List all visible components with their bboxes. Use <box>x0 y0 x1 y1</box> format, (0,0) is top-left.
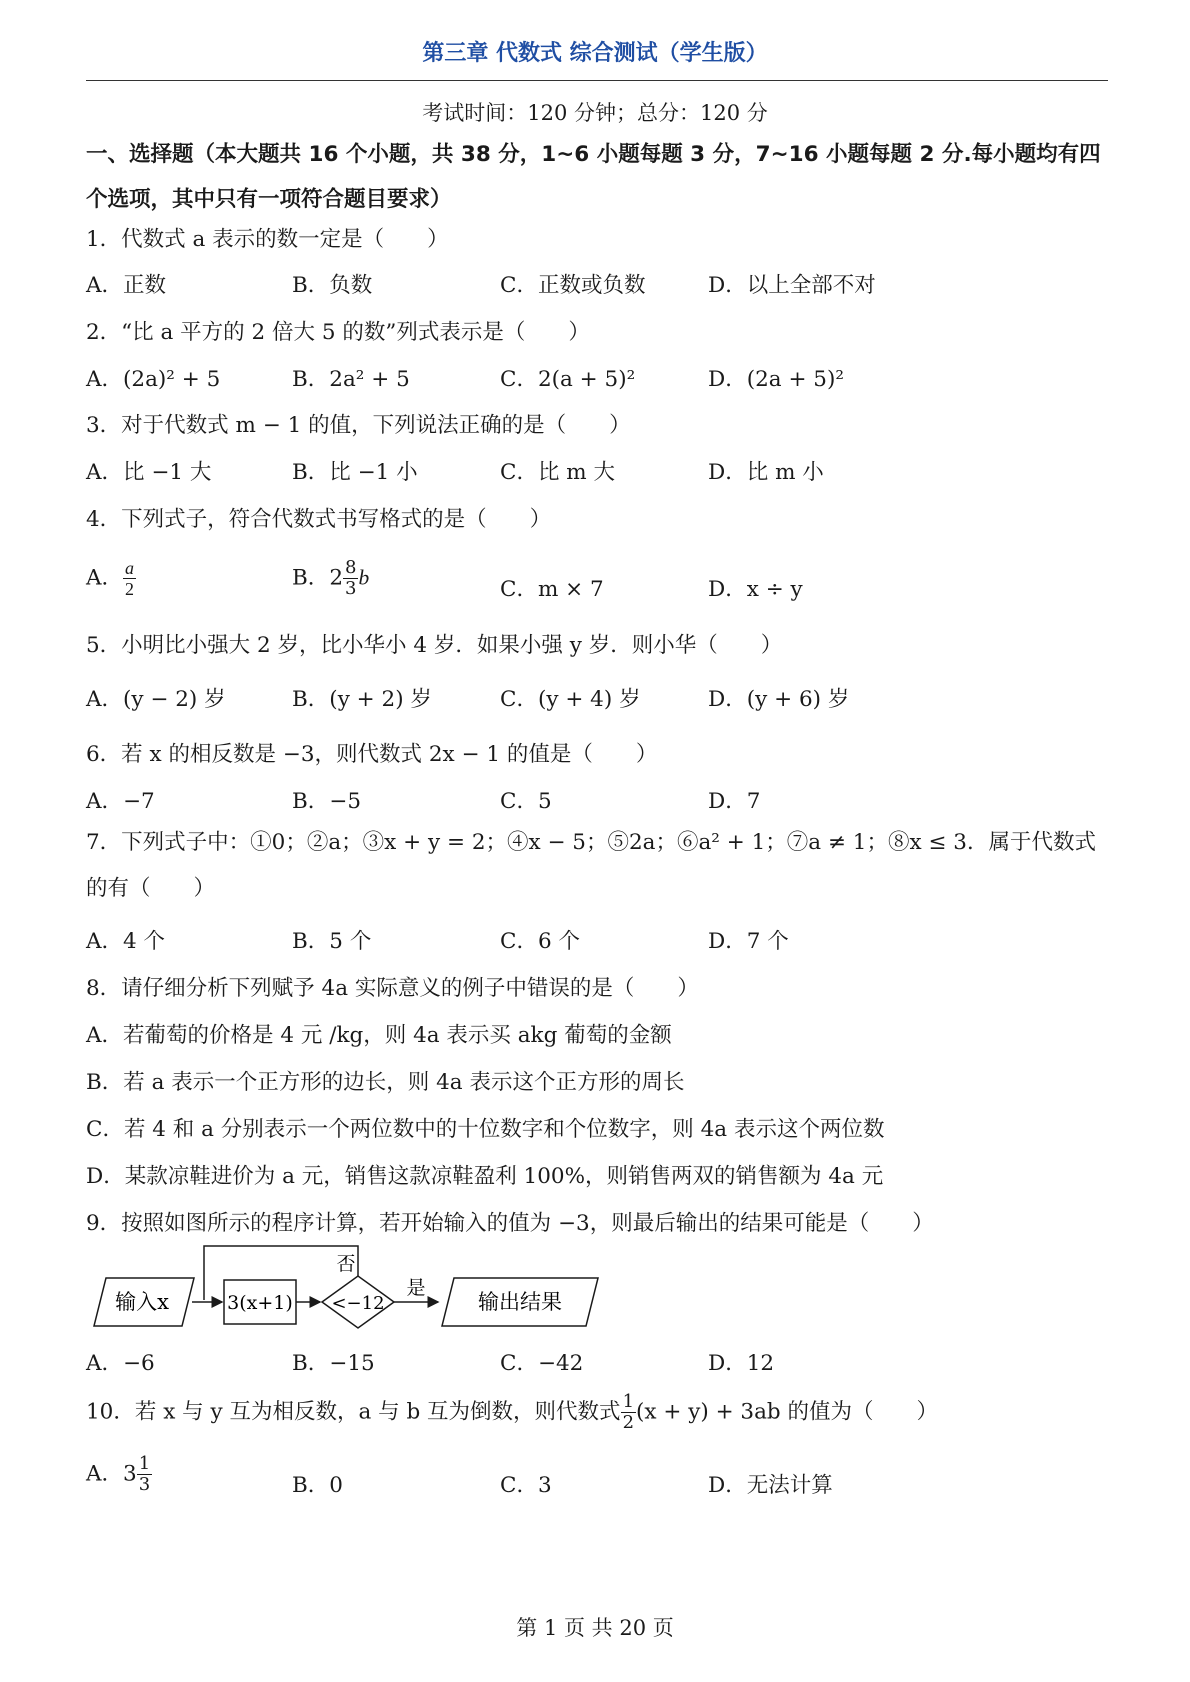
q10-option-b: B．0 <box>292 1473 343 1498</box>
q4-option-c: C．m × 7 <box>500 577 604 602</box>
fraction-denominator: 2 <box>125 579 135 599</box>
question-4-stem: 4．下列式子，符合代数式书写格式的是（ ） <box>86 507 552 532</box>
q10-option-a <box>86 1454 152 1495</box>
q5-option-c: C．(y + 4) 岁 <box>500 687 641 712</box>
q10-stem-prefix: 10．若 x 与 y 互为相反数，a 与 b 互为倒数，则代数式 <box>86 1399 621 1425</box>
q7-option-b: B．5 个 <box>292 929 372 954</box>
question-7-stem: 7．下列式子中：①0；②a；③x + y = 2；④x − 5；⑤2a；⑥a² + 1；⑦a ≠ 1；⑧x ≤ 3．属于代数式的有（ ） <box>86 830 1096 901</box>
fraction-denominator: 3 <box>138 1474 151 1495</box>
q6-option-a: A．−7 <box>86 789 155 814</box>
q2-option-c: C．2(a + 5)² <box>500 367 636 392</box>
q4-option-a-fraction <box>123 558 136 599</box>
q9-option-d: D．12 <box>708 1351 775 1376</box>
page-footer: 第 1 页 共 20 页 <box>516 1616 674 1640</box>
q10-option-a-label: A． <box>86 1461 124 1487</box>
q9-option-c: C．−42 <box>500 1351 584 1376</box>
input-label: 输入x <box>115 1290 169 1314</box>
output-label: 输出结果 <box>478 1290 562 1314</box>
no-label: 否 <box>336 1253 356 1275</box>
q10-option-d: D．无法计算 <box>708 1473 833 1498</box>
q6-option-c: C．5 <box>500 789 552 814</box>
question-10-stem <box>86 1392 938 1433</box>
q4-option-a-label: A． <box>86 565 124 591</box>
condition-label: <−12 <box>331 1293 385 1314</box>
q8-option-d: D．某款凉鞋进价为 a 元，销售这款凉鞋盈利 100%，则销售两双的销售额为 4a 元 <box>86 1164 884 1189</box>
q4-option-b-fraction <box>343 558 358 599</box>
fraction-numerator: 1 <box>622 1391 635 1412</box>
q6-option-b: B．−5 <box>292 789 361 814</box>
q2-option-a: A．(2a)² + 5 <box>86 367 221 392</box>
q7-option-a: A．4 个 <box>86 929 166 954</box>
document-title: 第三章 代数式 综合测试（学生版） <box>422 41 768 66</box>
q2-option-d: D．(2a + 5)² <box>708 367 844 392</box>
q5-option-d: D．(y + 6) 岁 <box>708 687 850 712</box>
q10-stem-fraction <box>621 1392 636 1433</box>
q10-option-a-fraction <box>137 1454 152 1495</box>
header-divider <box>86 80 1108 81</box>
fraction-numerator: a <box>125 558 135 578</box>
exam-info: 考试时间：120 分钟；总分：120 分 <box>422 101 768 125</box>
q6-option-d: D．7 <box>708 789 761 814</box>
section-heading: 一、选择题（本大题共 16 个小题，共 38 分，1~6 小题每题 3 分，7~16 小题每题 2 分.每小题均有四个选项，其中只有一项符合题目要求） <box>86 142 1101 212</box>
question-9-stem: 9．按照如图所示的程序计算，若开始输入的值为 −3，则最后输出的结果可能是（ ） <box>86 1211 934 1236</box>
q7-option-c: C．6 个 <box>500 929 580 954</box>
question-8-stem: 8．请仔细分析下列赋予 4a 实际意义的例子中错误的是（ ） <box>86 976 699 1001</box>
q10-option-c: C．3 <box>500 1473 552 1498</box>
q4-option-a <box>86 558 136 599</box>
q10-stem-suffix: (x + y) + 3ab 的值为（ ） <box>636 1399 939 1425</box>
q7-option-d: D．7 个 <box>708 929 789 954</box>
q3-option-d: D．比 m 小 <box>708 460 824 485</box>
mixed-number-whole: 3 <box>123 1461 137 1487</box>
q5-option-a: A．(y − 2) 岁 <box>86 687 226 712</box>
fraction-numerator: 8 <box>345 557 357 578</box>
question-5-stem: 5．小明比小强大 2 岁，比小华小 4 岁．如果小强 y 岁．则小华（ ） <box>86 633 783 658</box>
q8-option-a: A．若葡萄的价格是 4 元 /kg，则 4a 表示买 akg 葡萄的金额 <box>86 1023 672 1048</box>
mixed-number-whole: 2 <box>329 565 343 591</box>
question-3-stem: 3．对于代数式 m − 1 的值，下列说法正确的是（ ） <box>86 413 631 438</box>
q9-option-b: B．−15 <box>292 1351 375 1376</box>
q1-option-c: C．正数或负数 <box>500 273 646 298</box>
fraction-numerator: 1 <box>138 1453 151 1474</box>
mixed-number-variable: b <box>358 565 370 590</box>
q1-option-a: A．正数 <box>86 273 167 298</box>
q9-option-a: A．−6 <box>86 1351 155 1376</box>
fraction-denominator: 2 <box>622 1412 635 1433</box>
fraction-denominator: 3 <box>345 578 357 599</box>
q8-option-b: B．若 a 表示一个正方形的边长，则 4a 表示这个正方形的周长 <box>86 1070 685 1095</box>
q3-option-c: C．比 m 大 <box>500 460 616 485</box>
program-flowchart <box>86 1238 616 1338</box>
question-6-stem: 6．若 x 的相反数是 −3，则代数式 2x − 1 的值是（ ） <box>86 742 658 767</box>
q3-option-a: A．比 −1 大 <box>86 460 212 485</box>
q4-option-b <box>292 558 369 599</box>
q1-option-d: D．以上全部不对 <box>708 273 876 298</box>
q1-option-b: B．负数 <box>292 273 373 298</box>
compute-label: 3(x+1) <box>227 1292 293 1314</box>
yes-label: 是 <box>406 1277 426 1299</box>
q2-option-b: B．2a² + 5 <box>292 367 410 392</box>
question-2-stem: 2．“比 a 平方的 2 倍大 5 的数”列式表示是（ ） <box>86 320 590 345</box>
question-1-stem: 1．代数式 a 表示的数一定是（ ） <box>86 227 449 252</box>
q3-option-b: B．比 −1 小 <box>292 460 418 485</box>
q5-option-b: B．(y + 2) 岁 <box>292 687 432 712</box>
q4-option-b-label: B． <box>292 565 330 591</box>
q8-option-c: C．若 4 和 a 分别表示一个两位数中的十位数字和个位数字，则 4a 表示这个两位数 <box>86 1117 885 1142</box>
q4-option-d: D．x ÷ y <box>708 577 803 602</box>
